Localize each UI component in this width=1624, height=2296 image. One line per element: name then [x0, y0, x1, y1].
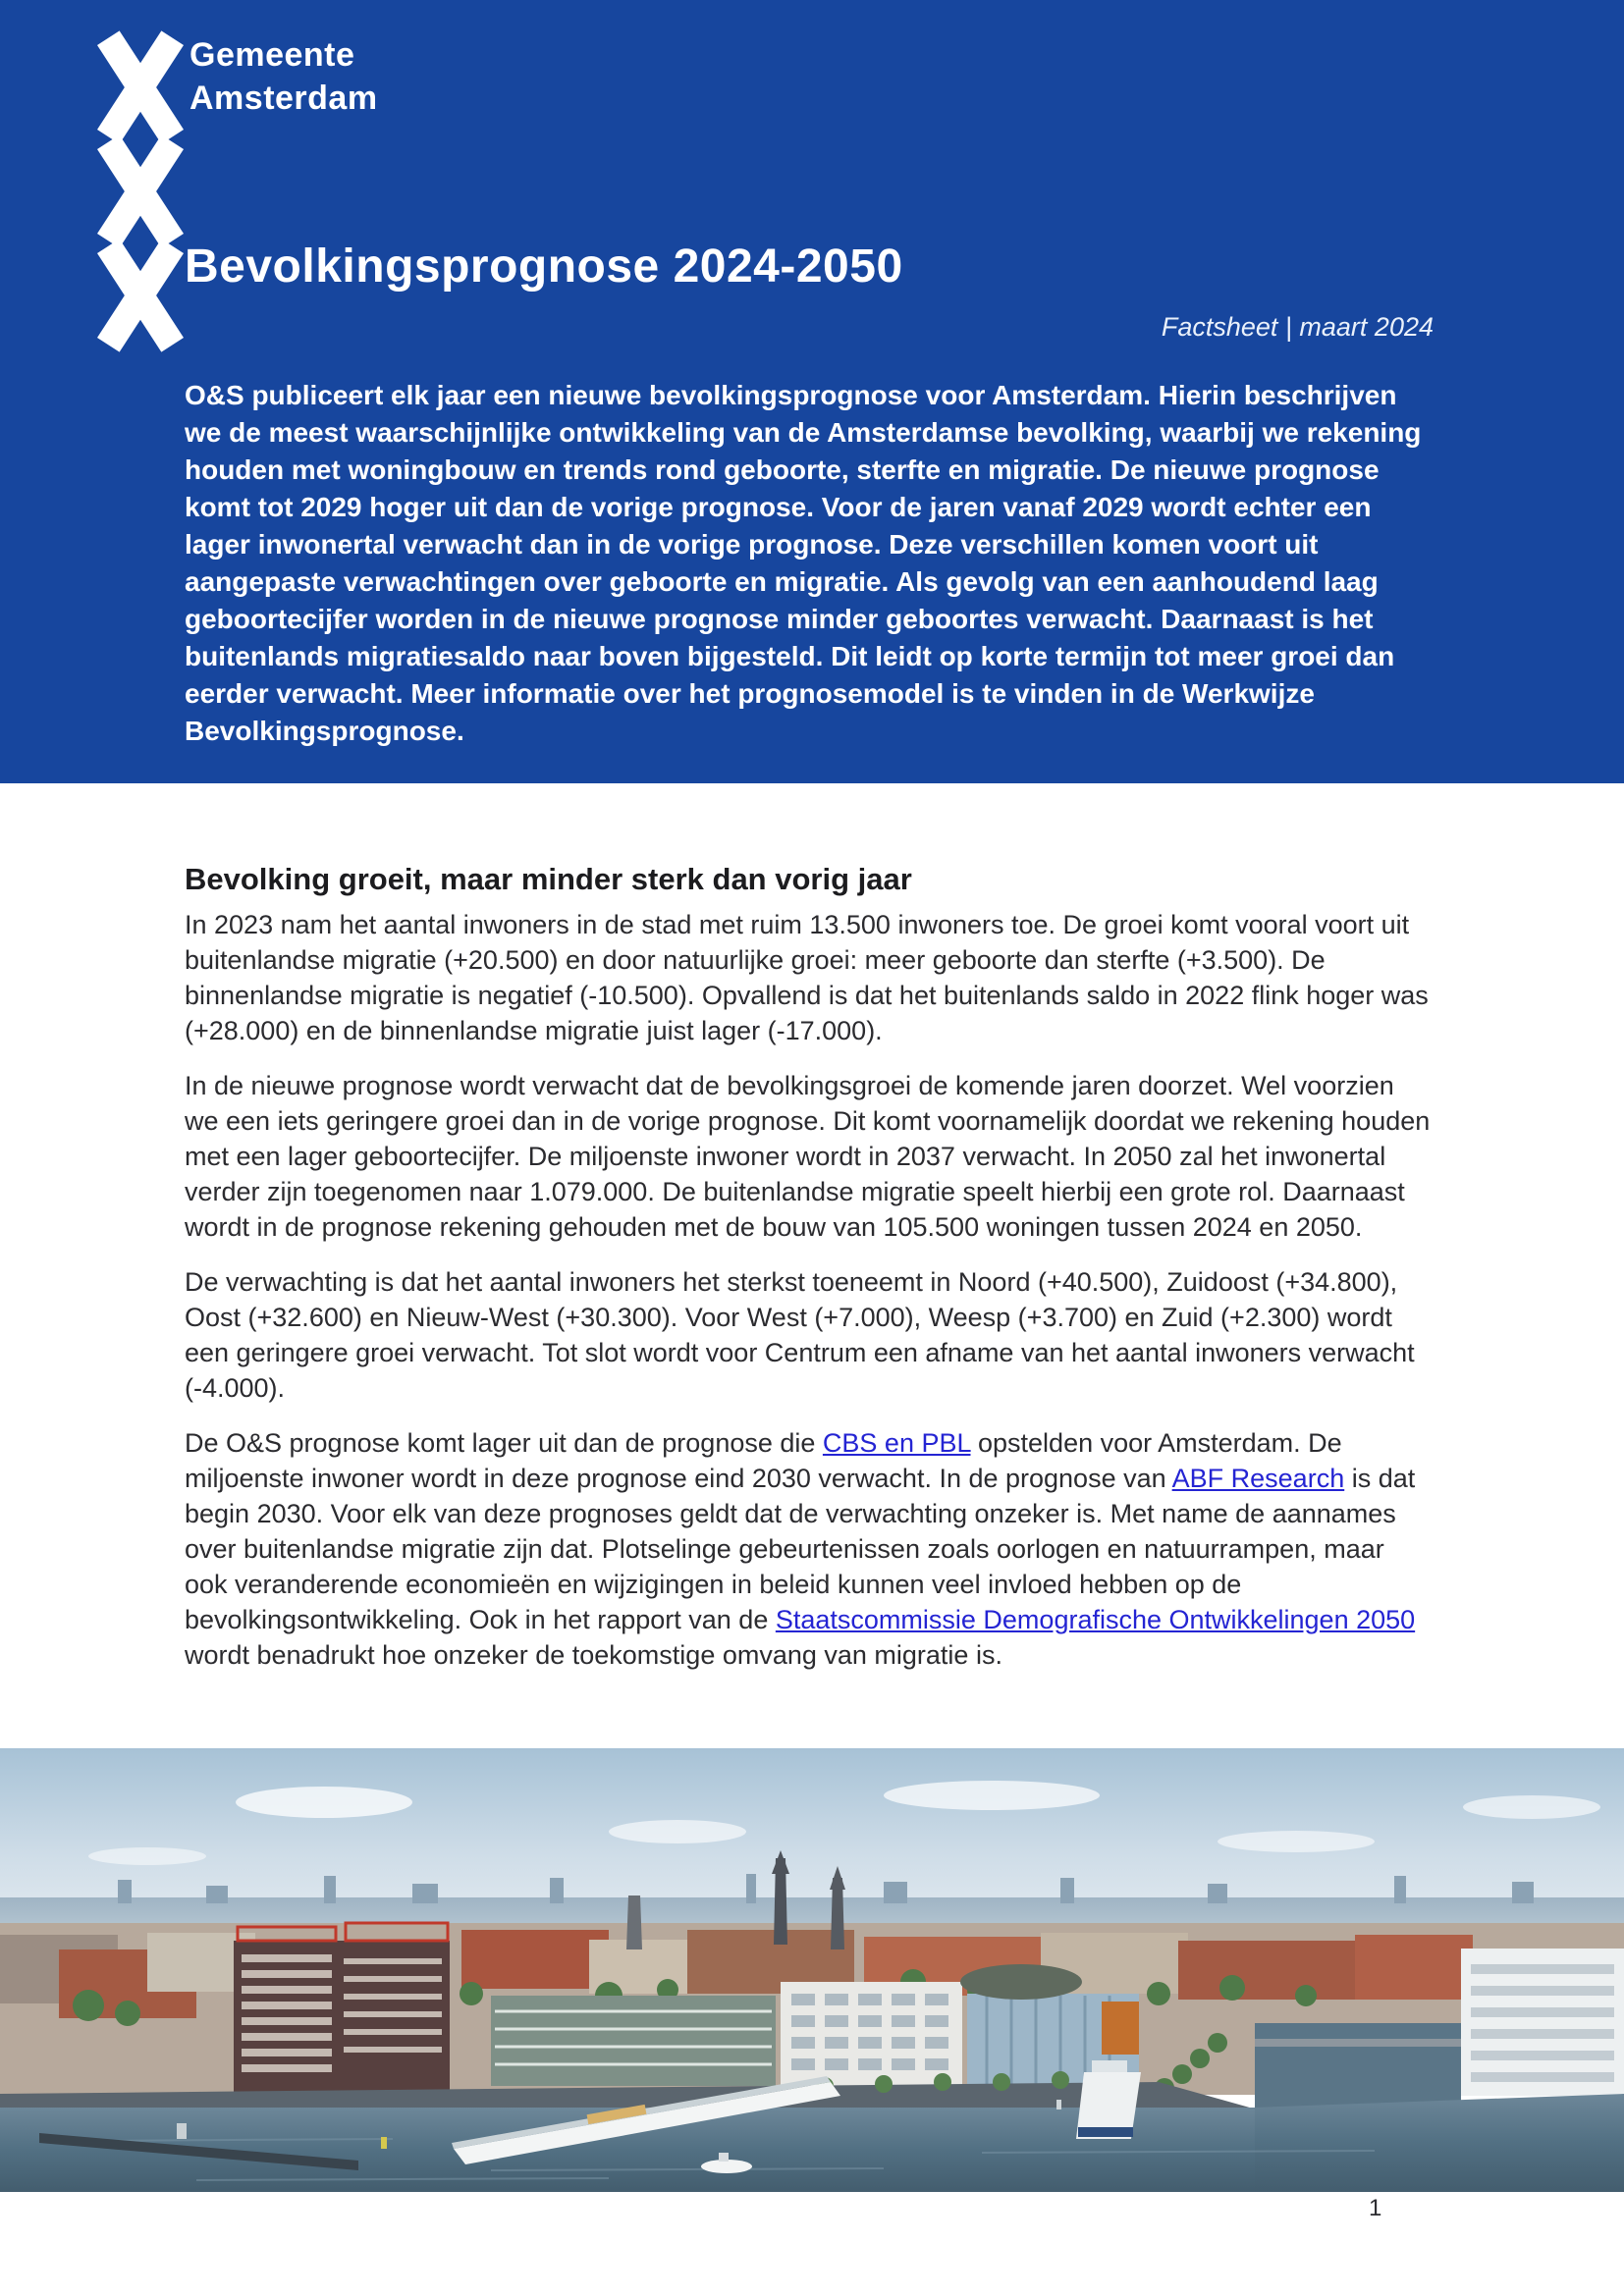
paragraph-comparison-text-2: opstelden voor Amsterdam. De miljoenste inwoner wordt in deze prognose eind 2030 verwacht. In de prognose van: [185, 1428, 1342, 1493]
intro-paragraph: O&S publiceert elk jaar een nieuwe bevolkingsprognose voor Amsterdam. Hierin beschrijven we de meest waarschijnlijke ontwikkeling van de Amsterdamse bevolking, waarbij we rekening houden met woningbouw en trends rond geboorte, sterfte en migratie. De nieuwe prognose komt tot 2029 hoger uit dan de vorige prognose. Voor de jaren vanaf 2029 wordt echter een lager inwonertal verwacht dan in de vorige prognose. Deze verschillen komen voort uit aangepaste verwachtingen over geboorte en migratie. Als gevolg van een aanhoudend laag geboortecijfer worden in de nieuwe prognose minder geboortes verwacht. Daarnaast is het buitenlands migratiesaldo naar boven bijgesteld. Dit leidt op korte termijn tot meer groei dan eerder verwacht. Meer informatie over het prognosemodel is te vinden in de Werkwijze Bevolkingsprognose.: [185, 380, 1422, 746]
logo-line-1: Gemeente: [189, 36, 355, 74]
logo-line-2: Amsterdam: [189, 80, 378, 117]
andreas-cross-icon: [101, 145, 180, 238]
amsterdam-aerial-photo: [0, 1748, 1624, 2192]
body-copy: [185, 907, 1434, 1692]
page-title: Bevolkingsprognose 2024-2050: [185, 240, 903, 293]
gemeente-amsterdam-logo: [101, 41, 180, 353]
link-staatscommissie[interactable]: Staatscommissie Demografische Ontwikkelingen 2050: [775, 1605, 1416, 1634]
amsterdam-aerial-photo-svg: [0, 1748, 1624, 2192]
paragraph-districts: De verwachting is dat het aantal inwoners het sterkst toeneemt in Noord (+40.500), Zuidoost (+34.800), Oost (+32.600) en Nieuw-West (+30.300). Voor West (+7.000), Weesp (+3.700) en Zuid (+2.300) wordt een geringere groei verwacht. Tot slot wordt voor Centrum een afname van het aantal inwoners verwacht (-4.000).: [185, 1267, 1415, 1403]
logo-wordmark: [189, 33, 378, 120]
paragraph-growth-2023: In 2023 nam het aantal inwoners in de stad met ruim 13.500 inwoners toe. De groei komt vooral voort uit buitenlandse migratie (+20.500) en door natuurlijke groei: meer geboorte dan sterfte (+3.500). De binnenlandse migratie is negatief (-10.500). Opvallend is dat het buitenlands saldo in 2022 flink hoger was (+28.000) en de binnenlandse migratie juist lager (-17.000).: [185, 910, 1429, 1045]
paragraph-new-forecast: In de nieuwe prognose wordt verwacht dat de bevolkingsgroei de komende jaren doorzet. Wel voorzien we een iets geringere groei dan in de vorige prognose. Dit komt voornamelijk doordat we rekening houden met een lager geboortecijfer. De miljoenste inwoner wordt in 2037 verwacht. In 2050 zal het inwonertal verder zijn toegenomen naar 1.079.000. De buitenlandse migratie speelt hierbij een grote rol. Daarnaast wordt in de prognose rekening gehouden met de bouw van 105.500 woningen tussen 2024 en 2050.: [185, 1071, 1431, 1242]
link-cbs-pbl[interactable]: CBS en PBL: [822, 1428, 971, 1458]
paragraph-comparison: [185, 1425, 1434, 1673]
andreas-cross-icon: [101, 41, 180, 133]
page-subtitle: Factsheet | maart 2024: [1161, 312, 1434, 342]
page-number: 1: [1369, 2195, 1382, 2221]
andreas-cross-icon: [101, 249, 180, 342]
hero-header: [0, 0, 1624, 783]
paragraph-comparison-text-1: De O&S prognose komt lager uit dan de prognose die: [185, 1428, 823, 1458]
link-abf-research[interactable]: ABF Research: [1171, 1464, 1345, 1493]
paragraph-comparison-text-4: wordt benadrukt hoe onzeker de toekomstige omvang van migratie is.: [185, 1640, 1002, 1670]
section-heading: Bevolking groeit, maar minder sterk dan vorig jaar: [185, 861, 912, 896]
paragraph-comparison-text-3: is dat begin 2030. Voor elk van deze prognoses geldt dat de verwachting onzeker is. Met name de aannames over buitenlandse migratie zijn dat. Plotselinge gebeurtenissen zoals oorlogen en natuurrampen, maar ook veranderende economieën en wijzigingen in beleid kunnen veel invloed hebben op de bevolkingsontwikkeling. Ook in het rapport van de: [185, 1464, 1416, 1634]
